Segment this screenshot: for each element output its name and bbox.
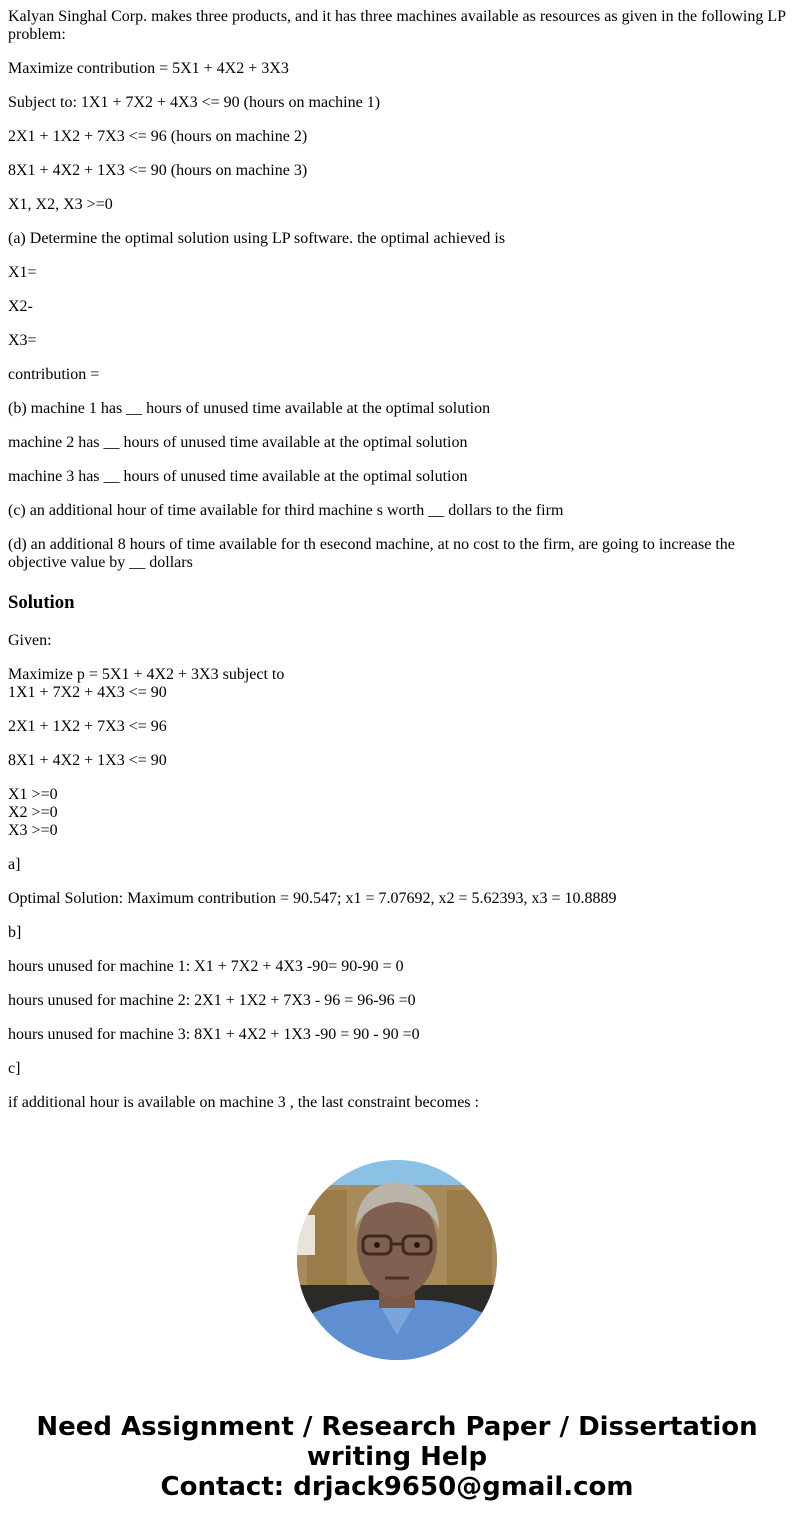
solution-nn-x1: X1 >=0	[8, 786, 58, 803]
author-avatar	[297, 1160, 497, 1360]
solution-heading: Solution	[8, 592, 75, 613]
answer-b-machine-2: hours unused for machine 2: 2X1 + 1X2 + 7X3 - 96 = 96-96 =0	[8, 992, 416, 1009]
answer-b-label: b]	[8, 924, 22, 941]
solution-constraint-1: 1X1 + 7X2 + 4X3 <= 90	[8, 684, 167, 701]
promo-line-2: writing Help	[306, 1442, 488, 1472]
solution-maximize: Maximize p = 5X1 + 4X2 + 3X3 subject to	[8, 666, 285, 683]
solution-given: Given:	[8, 632, 52, 649]
constraint-machine-1: Subject to: 1X1 + 7X2 + 4X3 <= 90 (hours on machine 1)	[8, 94, 381, 111]
part-b-machine-2: machine 2 has __ hours of unused time available at the optimal solution	[8, 434, 468, 451]
answer-c-text: if additional hour is available on machine 3 , the last constraint becomes :	[8, 1094, 479, 1111]
document-body	[0, 8, 794, 1112]
answer-b-machine-1: hours unused for machine 1: X1 + 7X2 + 4X3 -90= 90-90 = 0	[8, 958, 404, 975]
solution-formulation	[8, 666, 786, 702]
part-c-question: (c) an additional hour of time available for third machine s worth __ dollars to the firm	[8, 502, 564, 519]
promo-line-1: Need Assignment / Research Paper / Dissertation	[36, 1412, 758, 1442]
x2-blank: X2-	[8, 298, 33, 315]
solution-nonnegativity	[8, 786, 786, 840]
constraint-machine-2: 2X1 + 1X2 + 7X3 <= 96 (hours on machine 2)	[8, 128, 308, 145]
objective-function: Maximize contribution = 5X1 + 4X2 + 3X3	[8, 60, 289, 77]
answer-a-label: a]	[8, 856, 21, 873]
part-b-machine-3: machine 3 has __ hours of unused time available at the optimal solution	[8, 468, 468, 485]
person-photo-icon	[297, 1160, 497, 1360]
solution-constraint-2: 2X1 + 1X2 + 7X3 <= 96	[8, 718, 167, 735]
question-intro: Kalyan Singhal Corp. makes three products, and it has three machines available as resources as given in the following LP problem:	[8, 8, 786, 43]
avatar-container	[0, 1160, 794, 1360]
answer-a-text: Optimal Solution: Maximum contribution = 90.547; x1 = 7.07692, x2 = 5.62393, x3 = 10.8889	[8, 890, 617, 907]
part-a-question: (a) Determine the optimal solution using LP software. the optimal achieved is	[8, 230, 506, 247]
x1-blank: X1=	[8, 264, 37, 281]
x3-blank: X3=	[8, 332, 37, 349]
part-d-question: (d) an additional 8 hours of time available for th esecond machine, at no cost to the firm, are going to increase the objective value by __ dollars	[8, 536, 735, 571]
part-b-machine-1: (b) machine 1 has __ hours of unused time available at the optimal solution	[8, 400, 491, 417]
constraint-machine-3: 8X1 + 4X2 + 1X3 <= 90 (hours on machine 3)	[8, 162, 308, 179]
answer-b-machine-3: hours unused for machine 3: 8X1 + 4X2 + 1X3 -90 = 90 - 90 =0	[8, 1026, 420, 1043]
contribution-blank: contribution =	[8, 366, 100, 383]
non-negativity: X1, X2, X3 >=0	[8, 196, 113, 213]
solution-nn-x2: X2 >=0	[8, 804, 58, 821]
answer-c-label: c]	[8, 1060, 21, 1077]
promo-contact: Contact: drjack9650@gmail.com	[160, 1472, 634, 1502]
solution-nn-x3: X3 >=0	[8, 822, 58, 839]
solution-constraint-3: 8X1 + 4X2 + 1X3 <= 90	[8, 752, 167, 769]
promo-footer	[0, 1412, 794, 1532]
